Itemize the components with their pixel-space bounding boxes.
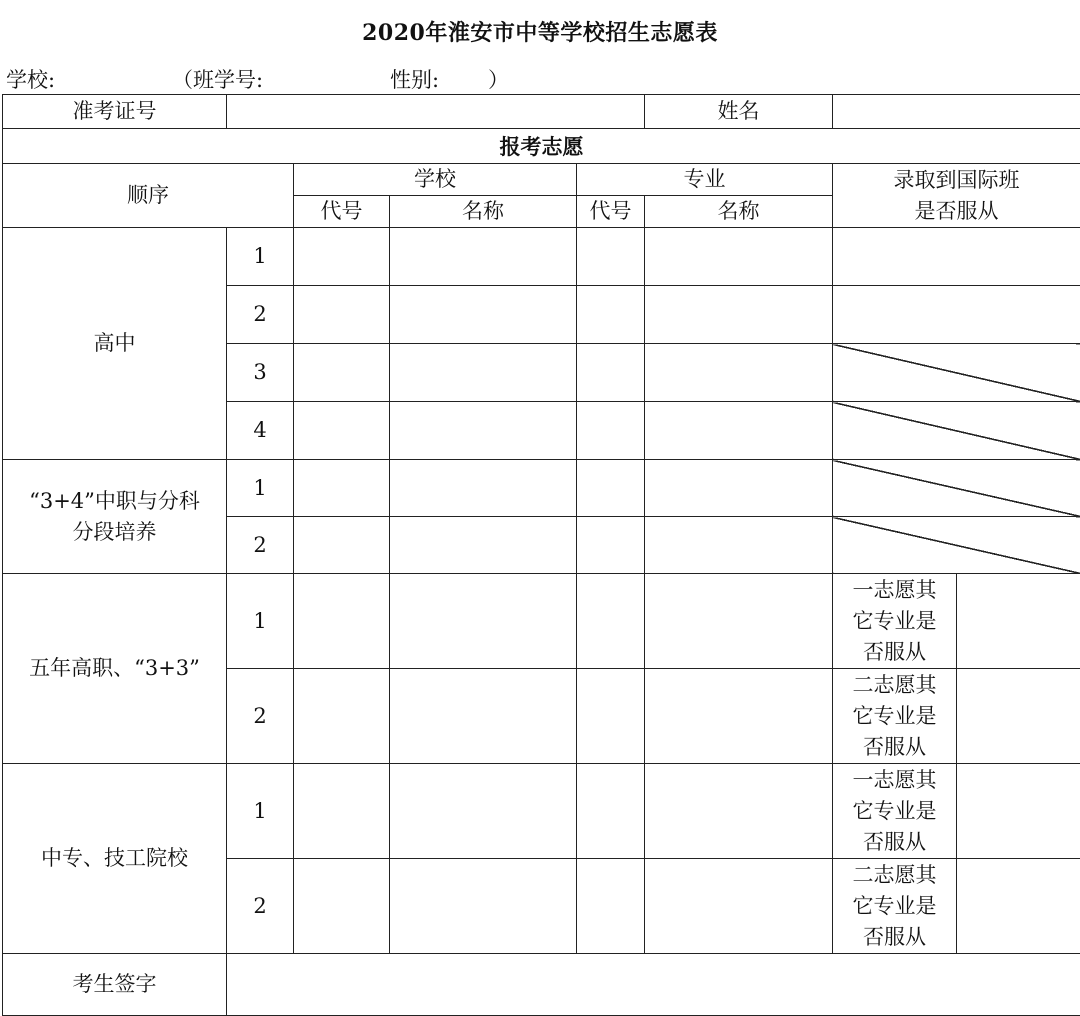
school-name-header: 名称 (390, 196, 577, 228)
major-name-field[interactable] (645, 859, 833, 954)
major-name-field[interactable] (645, 344, 833, 402)
choice-number: 3 (227, 344, 294, 402)
school-code-field[interactable] (294, 344, 390, 402)
school-group-header: 学校 (294, 164, 577, 196)
other-major-obey-line: 它专业是 (833, 701, 956, 732)
application-table (2, 94, 1080, 1016)
form-title: 2020年淮安市中等学校招生志愿表 (0, 0, 1080, 62)
intl-class-crossed-cell (833, 517, 1080, 574)
section-title-row (3, 129, 1080, 164)
other-major-obey-line: 否服从 (833, 637, 956, 668)
major-name-field[interactable] (645, 460, 833, 517)
school-name-field[interactable] (390, 517, 577, 574)
choice-number: 2 (227, 286, 294, 344)
school-name-field[interactable] (390, 574, 577, 669)
choice-row (3, 460, 1080, 517)
group-label-technical-school (3, 764, 227, 954)
other-major-obey-line: 否服从 (833, 827, 956, 858)
other-major-obey-line: 一志愿其 (833, 765, 956, 796)
major-name-field[interactable] (645, 574, 833, 669)
other-major-obey-line: 一志愿其 (833, 575, 956, 606)
intl-class-obey-field[interactable] (833, 228, 1080, 286)
other-major-obey-label (833, 859, 957, 954)
school-name-field[interactable] (390, 460, 577, 517)
order-header: 顺序 (3, 164, 294, 228)
school-code-field[interactable] (294, 402, 390, 460)
group-label-line: 高中 (3, 328, 226, 359)
name-label: 姓名 (645, 95, 833, 129)
other-major-obey-line: 它专业是 (833, 796, 956, 827)
other-major-obey-line: 二志愿其 (833, 860, 956, 891)
exam-id-label: 准考证号 (3, 95, 227, 129)
intl-class-crossed-cell (833, 402, 1080, 460)
section-title: 报考志愿 (3, 129, 1080, 164)
name-field[interactable] (833, 95, 1080, 129)
choice-number: 4 (227, 402, 294, 460)
school-name-field[interactable] (390, 344, 577, 402)
major-code-field[interactable] (577, 460, 645, 517)
group-label-line: 中专、技工院校 (3, 843, 226, 874)
major-name-field[interactable] (645, 402, 833, 460)
choice-row (3, 228, 1080, 286)
other-major-obey-field[interactable] (957, 574, 1080, 669)
choice-row (3, 764, 1080, 859)
group-label-line: “3+4”中职与分科 (3, 486, 226, 517)
choice-number: 1 (227, 764, 294, 859)
school-name-field[interactable] (390, 228, 577, 286)
school-name-field[interactable] (390, 859, 577, 954)
choice-number: 1 (227, 228, 294, 286)
major-code-field[interactable] (577, 764, 645, 859)
major-code-field[interactable] (577, 574, 645, 669)
school-label: 学校: (6, 64, 55, 94)
major-name-header: 名称 (645, 196, 833, 228)
other-major-obey-field[interactable] (957, 669, 1080, 764)
intl-class-header-line: 是否服从 (833, 196, 1080, 227)
choice-number: 2 (227, 859, 294, 954)
other-major-obey-label (833, 669, 957, 764)
major-code-field[interactable] (577, 228, 645, 286)
group-label-line: 五年高职、“3+3” (3, 653, 226, 684)
signature-body (3, 954, 1080, 1016)
school-code-field[interactable] (294, 574, 390, 669)
choice-number: 2 (227, 517, 294, 574)
other-major-obey-field[interactable] (957, 859, 1080, 954)
school-code-field[interactable] (294, 859, 390, 954)
school-code-field[interactable] (294, 764, 390, 859)
gender-label: 性别: (390, 64, 439, 94)
class-number-label: （班学号: (172, 64, 263, 94)
major-name-field[interactable] (645, 228, 833, 286)
major-code-field[interactable] (577, 402, 645, 460)
school-code-field[interactable] (294, 228, 390, 286)
exam-id-field[interactable] (227, 95, 645, 129)
major-group-header: 专业 (577, 164, 833, 196)
school-code-field[interactable] (294, 669, 390, 764)
signature-label: 考生签字 (3, 954, 227, 1016)
choice-number: 2 (227, 669, 294, 764)
school-code-field[interactable] (294, 286, 390, 344)
student-info-row (0, 62, 1080, 94)
other-major-obey-field[interactable] (957, 764, 1080, 859)
exam-id-row (3, 95, 1080, 129)
form-body (3, 95, 1080, 228)
major-code-field[interactable] (577, 669, 645, 764)
other-major-obey-label (833, 574, 957, 669)
intl-class-crossed-cell (833, 460, 1080, 517)
choices-body (3, 228, 1080, 954)
other-major-obey-line: 否服从 (833, 732, 956, 763)
choice-row (3, 574, 1080, 669)
signature-row (3, 954, 1080, 1016)
choice-number: 1 (227, 460, 294, 517)
close-paren: ） (488, 64, 509, 94)
column-group-row (3, 164, 1080, 196)
major-code-header: 代号 (577, 196, 645, 228)
group-label-five-year-3plus3 (3, 574, 227, 764)
choice-number: 1 (227, 574, 294, 669)
major-code-field[interactable] (577, 859, 645, 954)
other-major-obey-line: 它专业是 (833, 891, 956, 922)
school-code-field[interactable] (294, 517, 390, 574)
major-name-field[interactable] (645, 764, 833, 859)
major-code-field[interactable] (577, 286, 645, 344)
school-name-field[interactable] (390, 402, 577, 460)
school-name-field[interactable] (390, 764, 577, 859)
other-major-obey-line: 否服从 (833, 922, 956, 953)
other-major-obey-line: 二志愿其 (833, 670, 956, 701)
intl-class-header-line: 录取到国际班 (833, 165, 1080, 196)
major-name-field[interactable] (645, 669, 833, 764)
intl-class-header (833, 164, 1080, 228)
major-name-field[interactable] (645, 517, 833, 574)
major-code-field[interactable] (577, 517, 645, 574)
other-major-obey-label (833, 764, 957, 859)
other-major-obey-line: 它专业是 (833, 606, 956, 637)
major-name-field[interactable] (645, 286, 833, 344)
intl-class-obey-field[interactable] (833, 286, 1080, 344)
major-code-field[interactable] (577, 344, 645, 402)
school-name-field[interactable] (390, 286, 577, 344)
group-label-vocational-3plus4 (3, 460, 227, 574)
school-code-field[interactable] (294, 460, 390, 517)
group-label-line: 分段培养 (3, 517, 226, 548)
school-code-header: 代号 (294, 196, 390, 228)
signature-field[interactable] (227, 954, 1080, 1016)
group-label-high-school (3, 228, 227, 460)
intl-class-crossed-cell (833, 344, 1080, 402)
school-name-field[interactable] (390, 669, 577, 764)
